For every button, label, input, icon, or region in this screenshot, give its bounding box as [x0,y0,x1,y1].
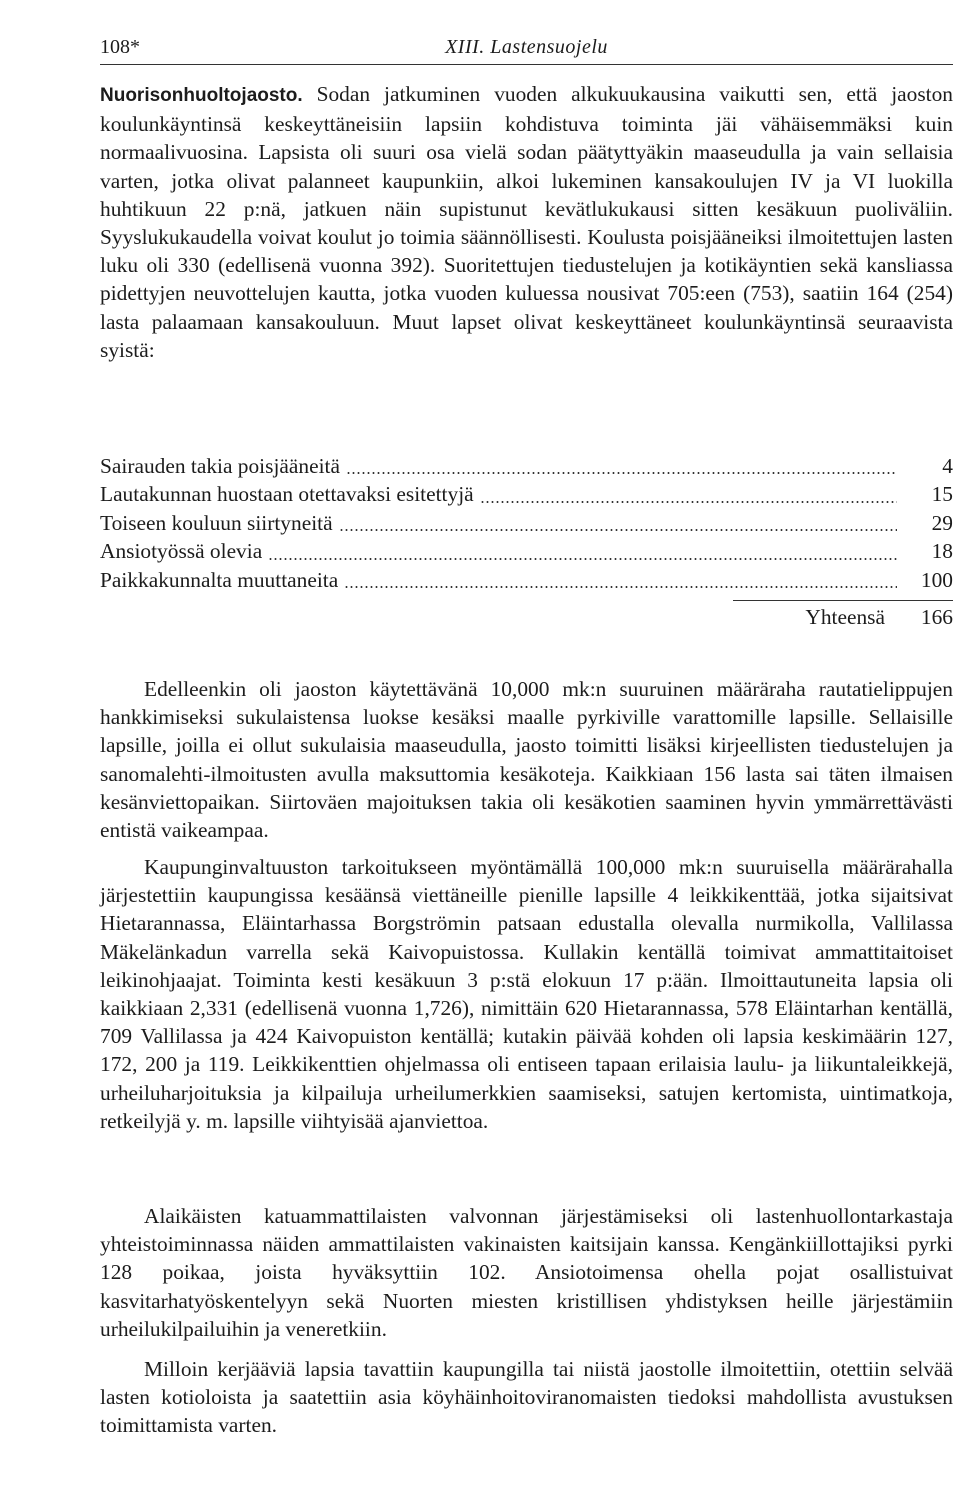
row-value: 18 [931,539,953,564]
paragraph-intro [100,80,953,364]
total-value: 166 [920,604,953,629]
paragraph-summer-homes: Edelleenkin oli jaoston käytettävänä 10,000 mk:n suuruinen määräraha rautatielippujen hankkimiseksi sukulaistensa luokse kesäksi maalle pyrkiville varattomille lapsille. Sellaisille lapsille, joilla ei ollut sukulaisia maaseudulla, jaosto toimitti lisäksi kirjeellisten tiedustelujen ja sanomalehti-ilmoitusten avulla maksuttomia kesäkoteja. Kaikkiaan 156 lasta sai täten ilmaisen kesänviettopaikan. Siirtoväen majoituksen takia oli kesäkotien saaminen hyvin ymmärrettävästi entistä vaikeampaa. [100,677,953,843]
section-heading: Nuorisonhuoltojaosto. [100,85,303,106]
reasons-table [100,454,953,630]
row-value: 29 [931,510,953,535]
header-rule [100,64,953,65]
table-row [100,454,953,482]
leader-dots [346,471,897,475]
table-row [100,568,953,596]
paragraph-playgrounds: Kaupunginvaltuuston tarkoitukseen myöntämällä 100,000 mk:n suuruisella määrärahalla järjestettiin kaupungissa kesäänsä viettäneille pienille lapsille 4 leikkikenttää, jotka sijaitsivat Hietarannassa, Eläintarhassa Borgströmin patsaan edustalla olevalla nurmikolla, Vallilassa Mäkelänkadun varrella sekä Kaivopuistossa. Kullakin kentällä toimivat ammattitaitoiset leikinohjaajat. Toiminta kesti kesäkuun 3 p:stä elokuun 17 p:ään. Ilmoittautuneita lapsia oli kaikkiaan 2,331 (edellisenä vuonna 1,726), nimittäin 620 Hietarannassa, 578 Eläintarhan kentällä, 709 Vallilassa ja 424 Kaivopuiston kentällä; kutakin päivää kohden oli lapsia keskimäärin 127, 172, 200 ja 119. Leikkikenttien ohjelmassa oli entiseen tapaan erilaisia laulu- ja liikuntaleikkejä, urheiluharjoituksia ja kilpailuja urheilumerkkien saamiseksi, satujen kertomista, uintimatkoja, retkeilyjä y. m. lapsille viihtyisää ajanviettoa. [100,855,953,1133]
page-header [100,30,953,60]
row-value: 15 [931,482,953,507]
row-value: 100 [920,567,953,592]
leader-dots [480,500,897,504]
total-label: Yhteensä [805,604,885,629]
leader-dots [339,528,897,532]
total-rule [733,600,953,601]
row-value: 4 [942,454,953,478]
paragraph-street-trades: Alaikäisten katuammattilaisten valvonnan järjestämiseksi oli lastenhuollontarkastaja yhteistoiminnassa näiden ammattilaisten vakinaisten kaitsijain kanssa. Kengänkiillottajiksi pyrki 128 poikaa, joista hyväksyttiin 102. Ansiotoimensa ohella pojat osallistuivat kasvitarhatyöskentelyyn sekä Nuorten miesten kristillisen yhdistyksen heille järjestämiin urheilukilpailuihin ja veneretkiin. [100,1204,953,1341]
paragraph-begging-children: Milloin kerjääviä lapsia tavattiin kaupungilla tai niistä jaostolle ilmoitettiin, otettiin selvää lasten kotioloista ja saatettiin asia köyhäinhoitoviranomaisten tiedoksi mahdollista avustuksen toimittamista varten. [100,1357,953,1438]
total-row [100,605,953,630]
row-label: Sairauden takia poisjääneitä [100,454,340,478]
row-label: Toiseen kouluun siirtyneitä [100,510,333,535]
running-title: XIII. Lastensuojelu [445,36,608,58]
row-label: Paikkakunnalta muuttaneita [100,567,339,592]
leader-dots [268,557,897,561]
table-row [100,539,953,567]
row-label: Ansiotyössä olevia [100,539,263,564]
table-row [100,511,953,539]
paragraph-intro-text: Sodan jatkuminen vuoden alkukuukausina vaikutti sen, että jaoston koulunkäyntinsä keskeyttäneisiin lapsiin kohdistuva toiminta jäi vähäisemmäksi kuin normaalivuosina. Lapsista oli suuri osa vielä sodan päätyttyäkin maaseudulla ja vain sellaisia varten, jotka olivat palanneet kaupunkiin, alkoi lukeminen kansakoulujen IV ja VI luokilla huhtikuun 22 p:nä, jatkuen näin supistunut kevätlukukausi sitten kesäkuun puoliväliin. Syyslukukaudella voivat koulut jo toimia säännöllisesti. Koulusta poisjääneiksi ilmoitettujen lasten luku oli 330 (edellisenä vuonna 392). Suoritettujen tiedustelujen ja kotikäyntien sekä kansliassa pidettyjen neuvottelujen kautta, jotka vuoden kuluessa nousivat 705:een (753), saatiin 164 (254) lasta palaamaan kansakouluun. Muut lapset olivat keskeyttäneet koulunkäyntinsä seuraavista syistä: [100,82,953,362]
page-number: 108* [100,36,140,58]
row-label: Lautakunnan huostaan otettavaksi esitettyjä [100,482,474,507]
leader-dots [344,585,897,589]
table-row [100,482,953,510]
